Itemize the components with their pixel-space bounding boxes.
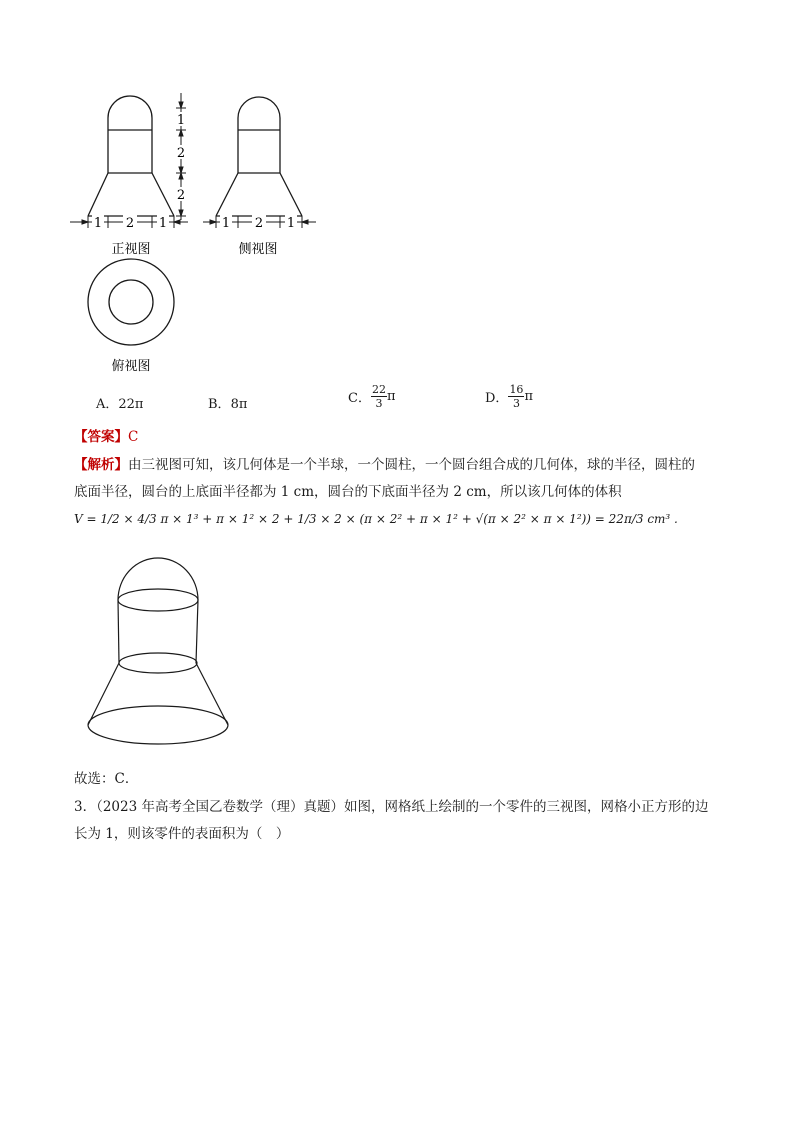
option-b-value: 8π — [230, 397, 248, 412]
conclusion-line: 故选：C． — [74, 771, 139, 787]
top-view-figure — [80, 258, 190, 378]
option-d-denominator: 3 — [512, 397, 520, 410]
side-dim-center: 2 — [254, 216, 264, 231]
option-d-fraction — [508, 383, 524, 410]
analysis-line-2: 底面半径，圆台的上底面半径都为 1 cm，圆台的下底面半径为 2 cm，所以该几何体的体积 — [74, 484, 622, 500]
three-view-figure — [60, 90, 350, 275]
solid-3d-figure — [80, 555, 240, 755]
vdim-3: 2 — [176, 188, 186, 203]
top-view-outer-circle — [88, 259, 174, 345]
analysis-label: 【解析】 — [74, 457, 128, 473]
answer-label: 【答案】 — [74, 429, 128, 445]
vdim-2: 2 — [176, 146, 186, 161]
vdim-1: 1 — [176, 113, 186, 128]
option-d — [485, 383, 533, 410]
option-d-label: D． — [485, 391, 509, 406]
side-view-caption: 侧视图 — [238, 242, 278, 257]
option-b — [208, 393, 247, 412]
volume-formula: V = 1/2 × 4/3 π × 1³ + π × 1² × 2 + 1/3 × 2 × (π × 2² + π × 1² + √(π × 2² × π × 1²)) = 22π/3 cm³ . — [74, 512, 678, 526]
answer-line — [74, 425, 734, 450]
front-dim-center: 2 — [125, 216, 135, 231]
option-a-label: A． — [96, 397, 119, 412]
option-c-label: C． — [348, 391, 371, 406]
front-dim-left: 1 — [93, 216, 103, 231]
side-view-drawing — [216, 97, 302, 216]
analysis-line-1 — [74, 453, 734, 478]
answer-value: C — [128, 429, 139, 445]
option-b-label: B． — [208, 397, 231, 412]
option-a — [96, 393, 143, 412]
front-view-caption: 正视图 — [111, 242, 151, 257]
side-dim-right: 1 — [286, 216, 296, 231]
front-dim-right: 1 — [158, 216, 168, 231]
option-c-tail: π — [386, 389, 396, 404]
option-c-fraction — [371, 383, 387, 410]
question-3-line-1: 3．（2023 年高考全国乙卷数学（理）真题）如图，网格纸上绘制的一个零件的三视图，网格小正方形的边 — [74, 799, 709, 815]
question-3-line-2: 长为 1，则该零件的表面积为（ ） — [74, 826, 290, 842]
option-c-numerator: 22 — [371, 383, 386, 396]
top-view-caption: 俯视图 — [111, 359, 151, 374]
side-dim-left: 1 — [221, 216, 231, 231]
option-d-tail: π — [524, 389, 533, 404]
option-d-numerator: 16 — [509, 383, 524, 396]
top-view-inner-circle — [109, 280, 153, 324]
option-a-value: 22π — [118, 397, 144, 412]
option-c — [348, 383, 396, 410]
analysis-text-1: 由三视图可知，该几何体是一个半球，一个圆柱，一个圆台组合成的几何体，球的半径，圆柱的 — [128, 457, 695, 473]
option-c-denominator: 3 — [375, 397, 383, 410]
front-view-drawing — [88, 96, 174, 216]
